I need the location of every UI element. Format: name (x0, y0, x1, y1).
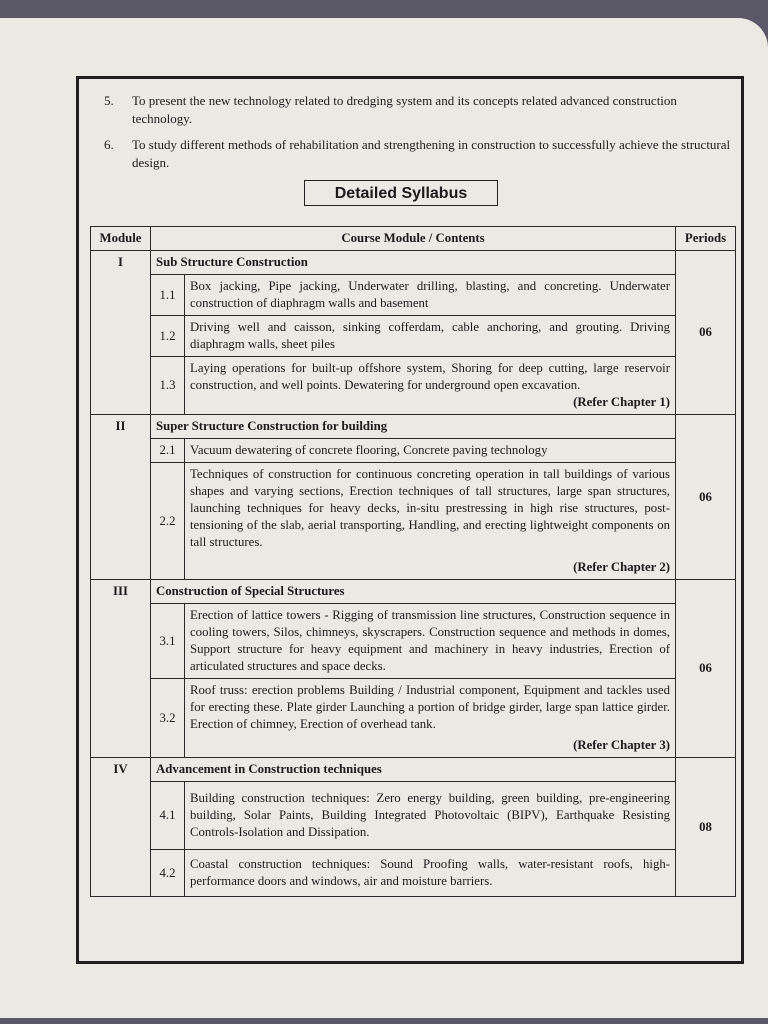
section-content (185, 463, 676, 580)
section-content: Erection of lattice towers - Rigging of transmission line structures, Construction sequence in cooling towers, Silos, chimneys, skyscrapers. Construction sequence and methods in domes, Support structure for heavy equipment and machinery in heavy industries, Erection of articulated structures and space decks. (185, 604, 676, 679)
section-content (185, 679, 676, 758)
table-row (91, 357, 736, 415)
module-periods: 06 (676, 580, 736, 758)
table-row (91, 275, 736, 316)
header-periods: Periods (676, 227, 736, 251)
objective-number: 5. (104, 93, 114, 108)
module-title-row (91, 758, 736, 782)
table-row (91, 604, 736, 679)
module-title: Super Structure Construction for building (151, 415, 676, 439)
module-id: II (91, 415, 151, 580)
module-title-row (91, 415, 736, 439)
section-content: Building construction techniques: Zero energy building, green building, pre-engineering building, Solar Paints, Building Integrated Photovoltaic (BIPV), Earthquake Resisting Controls-Isolation and Dissipation. (185, 782, 676, 850)
table-row (91, 679, 736, 758)
section-number: 3.1 (151, 604, 185, 679)
section-number: 4.2 (151, 850, 185, 897)
module-title: Sub Structure Construction (151, 251, 676, 275)
objective-text: To study different methods of rehabilitation and strengthening in construction to successfully achieve the structural design. (132, 137, 731, 170)
module-id: IV (91, 758, 151, 897)
section-number: 2.1 (151, 439, 185, 463)
section-content: Driving well and caisson, sinking cofferdam, cable anchoring, and grouting. Driving diaphragm walls, sheet piles (185, 316, 676, 357)
section-number: 1.2 (151, 316, 185, 357)
module-id: I (91, 251, 151, 415)
chapter-reference: (Refer Chapter 1) (573, 395, 670, 409)
section-number: 3.2 (151, 679, 185, 758)
module-periods: 08 (676, 758, 736, 897)
chapter-reference: (Refer Chapter 2) (573, 560, 670, 574)
section-number: 2.2 (151, 463, 185, 580)
section-title: Detailed Syllabus (304, 180, 498, 206)
header-module: Module (91, 227, 151, 251)
module-title-row (91, 580, 736, 604)
section-number: 1.1 (151, 275, 185, 316)
section-content: Coastal construction techniques: Sound Proofing walls, water-resistant roofs, high-performance doors and windows, air and moisture barriers. (185, 850, 676, 897)
table-row (91, 463, 736, 580)
table-row (91, 782, 736, 850)
table-row (91, 316, 736, 357)
module-periods: 06 (676, 251, 736, 415)
section-content: Vacuum dewatering of concrete flooring, Concrete paving technology (185, 439, 676, 463)
chapter-reference: (Refer Chapter 3) (573, 738, 670, 752)
section-number: 1.3 (151, 357, 185, 415)
table-row (91, 439, 736, 463)
section-number: 4.1 (151, 782, 185, 850)
module-title: Advancement in Construction techniques (151, 758, 676, 782)
module-periods: 06 (676, 415, 736, 580)
table-header-row (91, 227, 736, 251)
header-contents: Course Module / Contents (151, 227, 676, 251)
module-title-row (91, 251, 736, 275)
section-content (185, 357, 676, 415)
section-text: Roof truss: erection problems Building / Industrial component, Equipment and tackles used for erecting these. Plate girder Launching a portion of bridge girder, large span lattice girder. Erection of chimney, Erection of overhead tank. (190, 683, 670, 731)
objective-text: To present the new technology related to dredging system and its concepts related advanced construction technology. (132, 93, 677, 126)
table-row (91, 850, 736, 897)
module-title: Construction of Special Structures (151, 580, 676, 604)
section-text: Techniques of construction for continuous concreting operation in tall buildings of various shapes and varying sections, Erection techniques of tall structures, large span structures, launching techniques for heavy decks, in-situ prestressing in high rise structures, post-tensioning of the slab, aerial transporting, Handling, and erecting lightweight components on tall structures. (190, 467, 670, 549)
objective-number: 6. (104, 137, 114, 152)
module-id: III (91, 580, 151, 758)
section-text: Laying operations for built-up offshore system, Shoring for deep cutting, large reservoir construction, and well points. Dewatering for underground open excavation. (190, 361, 670, 392)
syllabus-table (90, 226, 736, 897)
section-content: Box jacking, Pipe jacking, Underwater drilling, blasting, and concreting. Underwater construction of diaphragm walls and basement (185, 275, 676, 316)
